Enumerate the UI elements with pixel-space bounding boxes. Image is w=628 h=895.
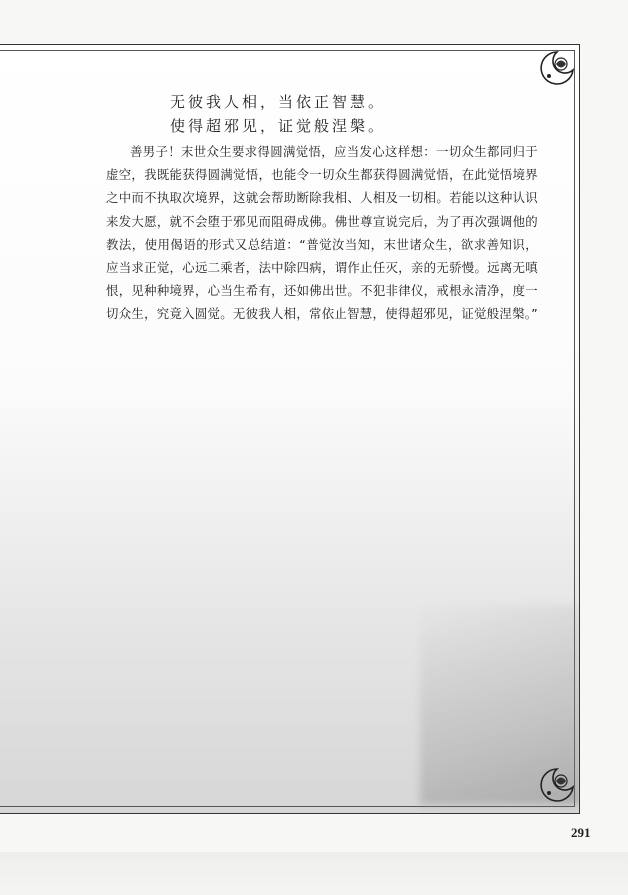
verse-line: 使得超邪见，证觉般涅槃。 (170, 117, 387, 135)
bottom-margin (0, 852, 628, 895)
lotus-crescent-ornament-icon (537, 48, 577, 88)
page-number: 291 (571, 825, 591, 840)
body-paragraph: 善男子！末世众生要求得圆满觉悟，应当发心这样想：一切众生都同归于虚空，我既能获得圆满觉悟，也能令一切众生都获得圆满觉悟，在此觉悟境界之中而不执取次境界，这就会帮助断除我相、人相及一切相。若能以这种认识来发大愿，就不会堕于邪见而阻碍成佛。佛世尊宣说完后，为了再次强调他的教法，使用偈语的形式又总结道：“普觉汝当知，末世诸众生，欲求善知识，应当求正觉，心远二乘者，法中除四病，谓作止任灭，亲的无骄慢。远离无嗔恨，见种种境界，心当生希有，还如佛出世。不犯非律仪，戒根永清净，度一切众生，究竟入圆觉。无彼我人相，常依止智慧，使得超邪见，证觉般涅槃。” (106, 144, 538, 322)
lotus-crescent-ornament-icon-bottom (537, 765, 577, 805)
verse-line: 无彼我人相，当依正智慧。 (170, 93, 387, 111)
